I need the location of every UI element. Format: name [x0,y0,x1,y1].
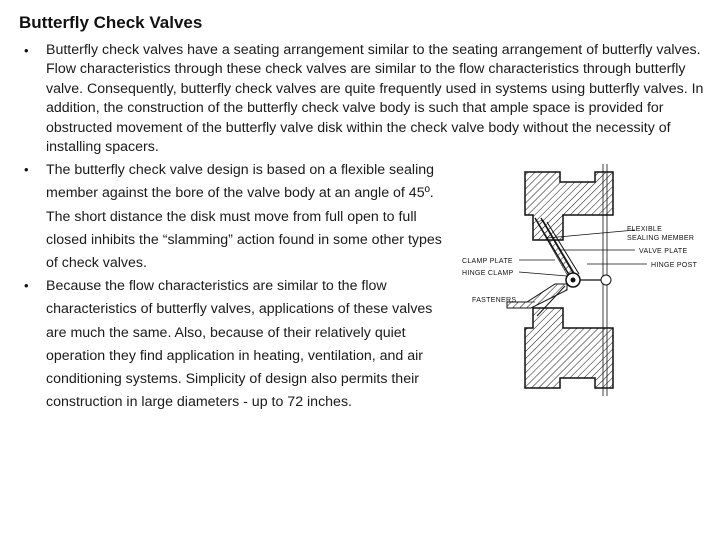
label-sealing-member: SEALING MEMBER [627,235,695,242]
valve-body-lower [525,308,613,388]
bullet-text-3: Because the flow characteristics are similar to the flow characteristics of butterfly valves, applications of these valves are much the same. Also, because of their relatively quiet operation they find application in heating, ventilation, and air conditioning systems. Simplicity of design also permits their construction in large diameters - up to 72 inches. [46,278,433,411]
label-hinge-post: HINGE POST [651,262,698,269]
bullet-text-1: Butterfly check valves have a seating arrangement similar to the seating arrangement of butterfly valves. Flow characteristics through these check valves are similar to the flow characteristics through butterfly valve. Consequently, butterfly check valves are quite frequently used in systems using butterfly valves. In addition, the construction of the butterfly check valve body is such that ample space is provided for obstructed movement of the butterfly valve disk within the check valve body without the necessity of installing spacers. [46,42,704,156]
bullet-text-2: The butterfly check valve design is based on a flexible sealing member against the bore of the valve body at an angle of 45º. The short distance the disk must move from full open to full closed inhibits the “slamming” action found in some other types of check valves. [46,162,442,272]
butterfly-check-valve-diagram [455,160,720,400]
label-clamp-plate: CLAMP PLATE [462,258,513,265]
bullet-marker: • [24,162,29,177]
label-valve-plate: VALVE PLATE [639,248,688,255]
label-flexible: FLEXIBLE [627,226,663,233]
bullet-marker: • [24,278,29,293]
hinge-pin [571,278,576,283]
fastener-bracket [507,284,567,308]
leader-line [519,272,567,276]
valve-body-upper [525,172,613,240]
label-hinge-clamp: HINGE CLAMP [462,270,514,277]
bullet-marker: • [24,43,29,58]
hinge-bolt [601,275,611,285]
slide-title: Butterfly Check Valves [19,13,203,32]
label-fasteners: FASTENERS [472,297,517,304]
